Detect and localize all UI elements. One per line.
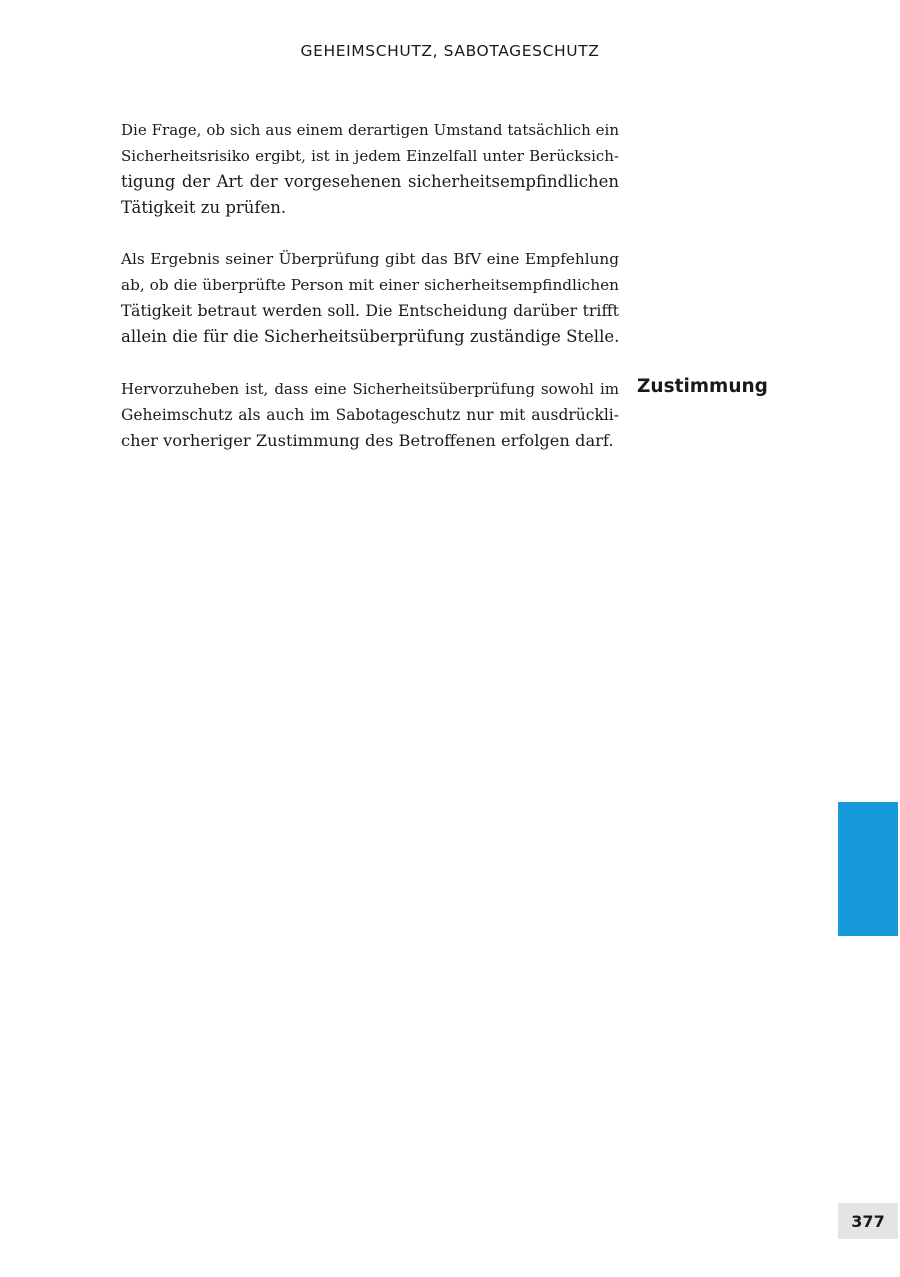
paragraph-line: Die Frage, ob sich aus einem derartigen Umstand tatsächlich ein: [121, 121, 619, 139]
paragraph-2: [121, 246, 619, 350]
chapter-thumb-tab: [838, 802, 898, 936]
running-head: GEHEIMSCHUTZ, SABOTAGESCHUTZ: [300, 42, 600, 60]
paragraph-line: Tätigkeit zu prüfen.: [121, 198, 287, 217]
paragraph-3: [121, 376, 619, 454]
margin-note: Zustimmung: [637, 376, 768, 397]
paragraph-line: Geheimschutz als auch im Sabotageschutz nur mit ausdrückli-: [121, 406, 619, 424]
page-number: 377: [838, 1203, 898, 1239]
paragraph-line: allein die für die Sicherheitsüberprüfung zuständige Stelle.: [121, 327, 620, 346]
paragraph-line: ab, ob die überprüfte Person mit einer sicherheitsempfindlichen: [121, 276, 619, 294]
paragraph-1: [121, 117, 619, 221]
paragraph-line: Sicherheitsrisiko ergibt, ist in jedem Einzelfall unter Berücksich-: [121, 147, 619, 165]
paragraph-line: Tätigkeit betraut werden soll. Die Entscheidung darüber trifft: [121, 301, 619, 320]
paragraph-line: cher vorheriger Zustimmung des Betroffenen erfolgen darf.: [121, 431, 614, 450]
paragraph-line: tigung der Art der vorgesehenen sicherheitsempfindlichen: [121, 172, 619, 191]
paragraph-line: Als Ergebnis seiner Überprüfung gibt das BfV eine Empfehlung: [121, 250, 619, 268]
paragraph-line: Hervorzuheben ist, dass eine Sicherheitsüberprüfung sowohl im: [121, 380, 619, 398]
